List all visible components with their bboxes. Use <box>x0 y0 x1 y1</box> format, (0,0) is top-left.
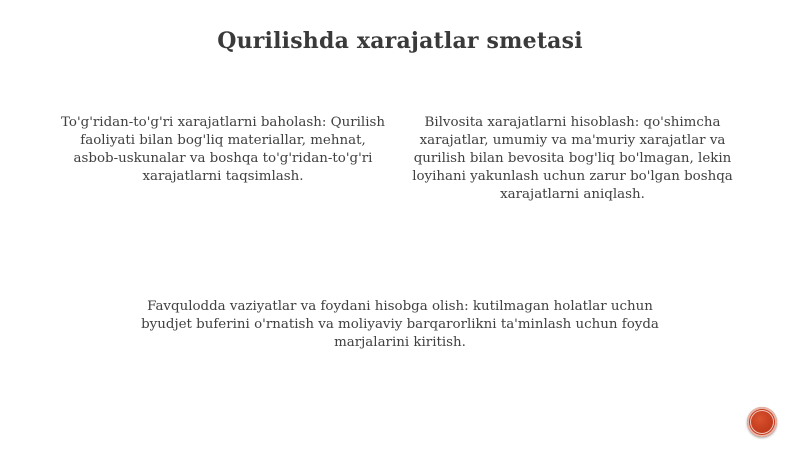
contingency-profit-text: Favqulodda vaziyatlar va foydani hisobga olish: kutilmagan holatlar uchun byudjet buferini o'rnatish va moliyaviy barqarorlikni ta'minlash uchun foyda marjalarini kiritish. <box>141 299 659 350</box>
indirect-costs-text: Bilvosita xarajatlarni hisoblash: qo'shimcha xarajatlar, umumiy va ma'muriy xarajatlar va qurilish bilan bevosita bog'liq bo'lmagan, lekin loyihani yakunlash uchun zarur bo'lgan boshqa xarajatlarni aniqlash. <box>412 115 733 202</box>
circle-icon <box>750 410 774 434</box>
direct-costs-text: To'g'ridan-to'g'ri xarajatlarni baholash: Qurilish faoliyati bilan bog'liq materiallar, mehnat, asbob-uskunalar va boshqa to'g'ridan-to'g'ri xarajatlarni taqsimlash. <box>61 115 385 184</box>
slide-title: Qurilishda xarajatlar smetasi <box>217 28 583 54</box>
next-slide-button[interactable] <box>747 407 777 437</box>
